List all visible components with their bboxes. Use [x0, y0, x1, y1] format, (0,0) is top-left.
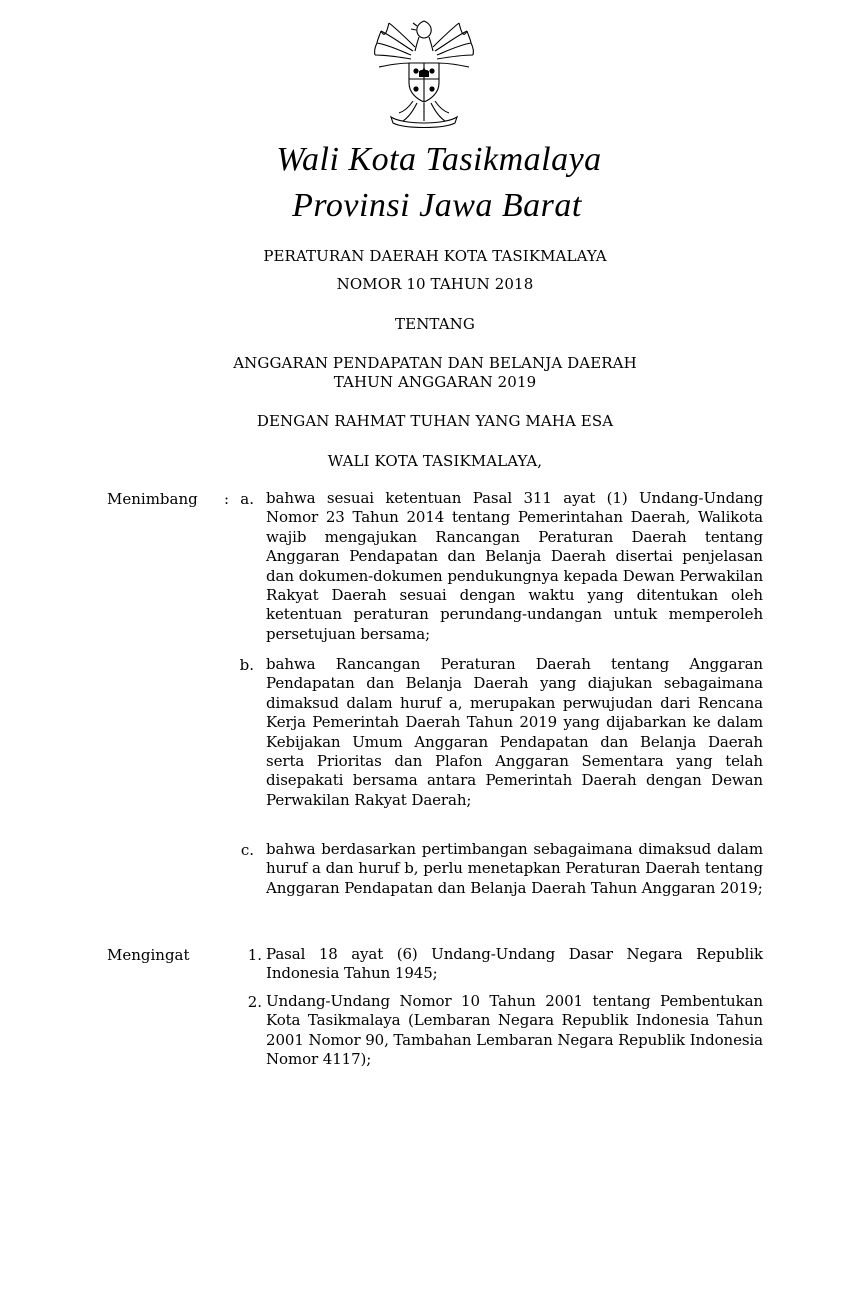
menimbang-colon: :: [224, 490, 230, 508]
menimbang-item-b-text: bahwa Rancangan Peraturan Daerah tentang Anggaran Pendapatan dan Belanja Daerah yang diajukan sebagaimana dimaksud dalam huruf a, merupakan perwujudan dari Rencana Kerja Pemerintah Daerah Tahun 2019 yang dijabarkan ke dalam Kebijakan Umum Anggaran Pendapatan dan Belanja Daerah serta Prioritas dan Plafon Anggaran Sementara yang telah disepakati bersama antara Pemerintah Daerah dengan Dewan Perwakilan Rakyat Daerah;: [266, 655, 763, 809]
garuda-emblem-icon: [369, 17, 479, 132]
issuer-province-script: Provinsi Jawa Barat: [292, 187, 582, 224]
menimbang-item-c-text: bahwa berdasarkan pertimbangan sebagaimana dimaksud dalam huruf a dan huruf b, perlu menetapkan Peraturan Daerah tentang Anggaran Pendapatan dan Belanja Daerah Tahun Anggaran 2019;: [266, 840, 763, 897]
mengingat-item-2-marker: 2.: [247, 993, 262, 1011]
regulation-tentang: TENTANG: [395, 315, 475, 333]
menimbang-item-a-text: bahwa sesuai ketentuan Pasal 311 ayat (1) Undang-Undang Nomor 23 Tahun 2014 tentang Pemerintahan Daerah, Walikota wajib mengajukan Rancangan Peraturan Daerah tentang Anggaran Pendapatan dan Belanja Daerah disertai penjelasan dan dokumen-dokumen pendukungnya kepada Dewan Perwakilan Rakyat Daerah sesuai dengan waktu yang ditentukan oleh ketentuan peraturan perundang-undangan untuk memperoleh persetujuan bersama;: [266, 489, 763, 643]
regulation-title: PERATURAN DAERAH KOTA TASIKMALAYA: [263, 247, 607, 265]
menimbang-item-a-marker: a.: [240, 490, 254, 508]
mayor-line: WALI KOTA TASIKMALAYA,: [327, 452, 543, 470]
regulation-subject-line-1: ANGGARAN PENDAPATAN DAN BELANJA DAERAH: [233, 354, 637, 372]
menimbang-item-c-marker: c.: [240, 841, 254, 859]
mengingat-item-2-text: Undang-Undang Nomor 10 Tahun 2001 tentang Pembentukan Kota Tasikmalaya (Lembaran Negara Republik Indonesia Tahun 2001 Nomor 90, Tambahan Lembaran Negara Republik Indonesia Nomor 4117);: [266, 992, 763, 1069]
mengingat-item-1-text: Pasal 18 ayat (6) Undang-Undang Dasar Negara Republik Indonesia Tahun 1945;: [266, 945, 763, 983]
mengingat-label: Mengingat: [107, 946, 190, 964]
mengingat-item-1-marker: 1.: [247, 946, 262, 964]
divine-blessing-line: DENGAN RAHMAT TUHAN YANG MAHA ESA: [256, 412, 614, 430]
menimbang-item-b-marker: b.: [239, 656, 254, 674]
issuer-title-script: Wali Kota Tasikmalaya: [276, 141, 602, 178]
regulation-subject-line-2: TAHUN ANGGARAN 2019: [333, 373, 537, 391]
regulation-number: NOMOR 10 TAHUN 2018: [336, 275, 534, 293]
menimbang-label: Menimbang: [107, 490, 198, 508]
